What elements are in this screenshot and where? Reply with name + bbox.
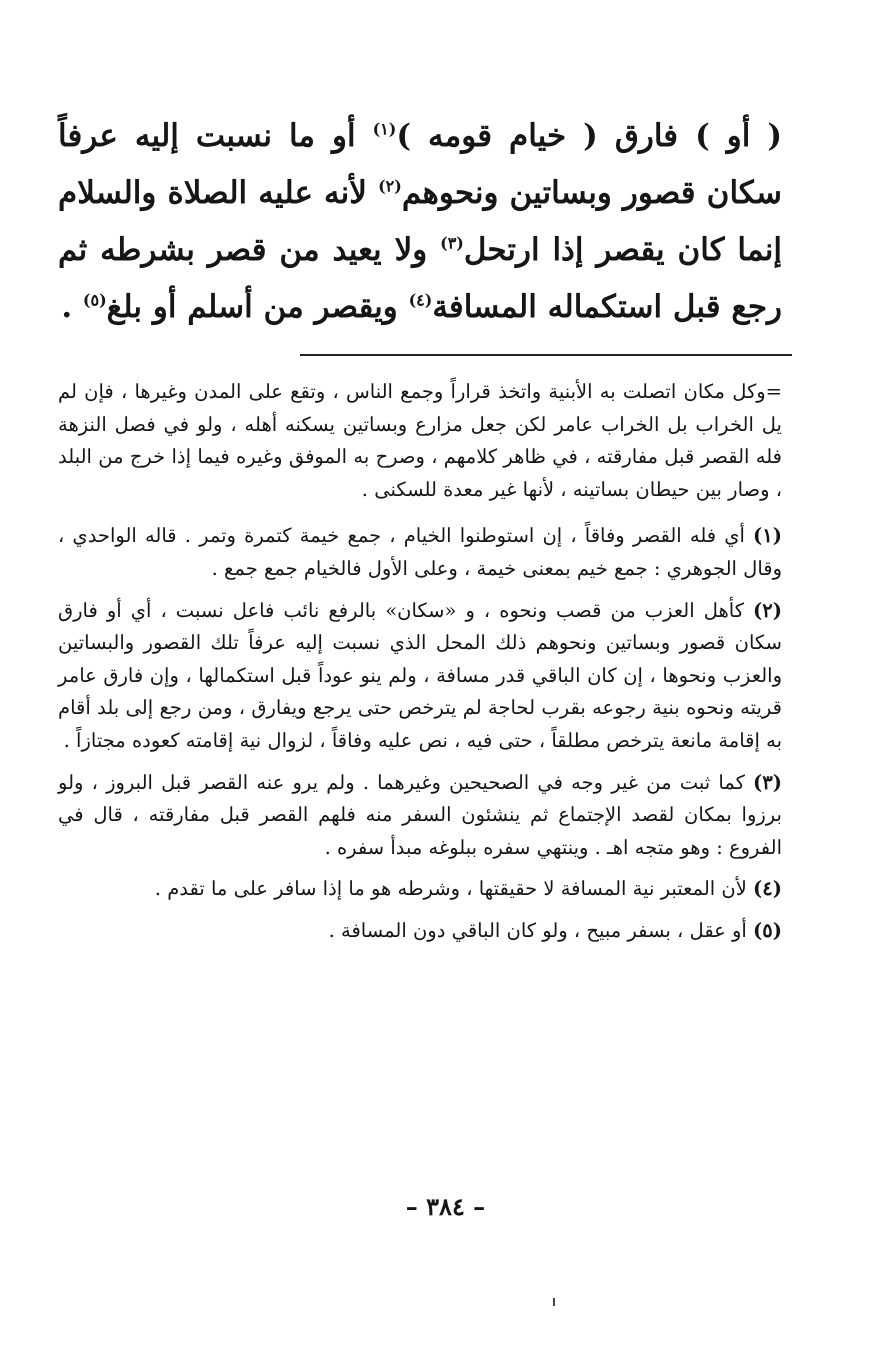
footnote-ref: (٥) <box>82 290 107 310</box>
footnote-text: كأهل العزب من قصب ونحوه ، و «سكان» بالرفع نائب فاعل نسبت ، أي أو فارق سكان قصور وبساتين ونحوهم ذلك المحل الذي نسبت إليه عرفاً تلك القصور والبساتين والعزب ونحوها ، إن كان الباقي قدر مسافة ، ولم ينو عوداً قبل استكمالها ، وإن فارق عامر قريته ونحوه بنية رجوعه بقرب لحاجة لم يترخص حتى يرجع ويفارق ، ومن رجع إلى بلد أقام به إقامة مانعة يترخص مطلقاً ، حتى فيه ، نص عليه وفاقاً ، لزوال نية إقامته كعوده مجتازاً . <box>58 598 782 752</box>
footnote-number: (٢) <box>753 598 782 622</box>
main-text-segment: أو ما نسبت إليه عرفاً سكان قصور وبساتين ونحوهم <box>58 118 782 211</box>
footnote-3 <box>58 767 782 865</box>
main-text-segment: ( أو ) فارق ( خيام قومه ) <box>396 118 782 154</box>
scan-speck <box>553 1298 555 1306</box>
main-paragraph <box>58 108 782 336</box>
footnote-4 <box>58 873 782 906</box>
main-text-segment: لأنه عليه الصلاة والسلام إنما كان يقصر إذا ارتحل <box>58 175 782 268</box>
footnote-ref: (٣) <box>440 233 464 253</box>
footnote-text: أي فله القصر وفاقاً ، إن استوطنوا الخيام ، جمع خيمة كتمرة وتمر . قاله الواحدي ، وقال الجوهري : جمع خيم بمعنى خيمة ، وعلى الأول فالخيام جمع جمع . <box>58 524 782 580</box>
footnote-number: (١) <box>753 524 782 548</box>
footnote-number: (٥) <box>753 918 782 942</box>
footnote-1 <box>58 520 782 585</box>
footnote-5 <box>58 915 782 948</box>
footnote-ref: (١) <box>372 119 397 139</box>
footnote-number: (٤) <box>753 877 782 901</box>
footnote-text: لأن المعتبر نية المسافة لا حقيقتها ، وشرطه هو ما إذا سافر على ما تقدم . <box>154 877 754 901</box>
main-text-segment: ويقصر من أسلم أو بلغ <box>106 289 409 325</box>
page-number: – ٣٨٤ – <box>405 1192 486 1221</box>
footnote-text: كما ثبت من غير وجه في الصحيحين وغيرهما . ولم يرو عنه القصر قبل البروز ، ولو برزوا بمكان لقصد الإجتماع ثم ينشئون السفر منه فلهم القصر قبل مفارقته ، قال في الفروع : وهو متجه اهـ . وينتهي سفره ببلوغه مبدأ سفره . <box>58 770 782 859</box>
footnote-ref: (٢) <box>378 176 402 196</box>
footnote-continuation: =وكل مكان اتصلت به الأبنية واتخذ قراراً وجمع الناس ، وتقع على المدن وغيرها ، فإن لم يل الخراب بل الخراب عامر لكن جعل مزارع وبساتين يسكنه أهله ، ولو في فصل النزهة فله القصر قبل مفارقته ، في ظاهر كلامهم ، وصرح به الموفق وغيره فيما إذا خرج من البلد ، وصار بين حيطان بساتينه ، لأنها غير معدة للسكنى . <box>58 380 782 501</box>
footnote-text: أو عقل ، بسفر مبيح ، ولو كان الباقي دون المسافة . <box>328 918 754 942</box>
footnote-divider <box>300 354 792 356</box>
footnotes-section <box>58 376 782 957</box>
main-text-segment: ولا يعيد من قصر بشرطه ثم رجع قبل استكماله المسافة <box>58 232 782 325</box>
main-text-segment: . <box>61 289 83 325</box>
footnote-ref: (٤) <box>408 290 433 310</box>
footnote-number: (٣) <box>753 770 782 794</box>
footnote-2 <box>58 595 782 758</box>
